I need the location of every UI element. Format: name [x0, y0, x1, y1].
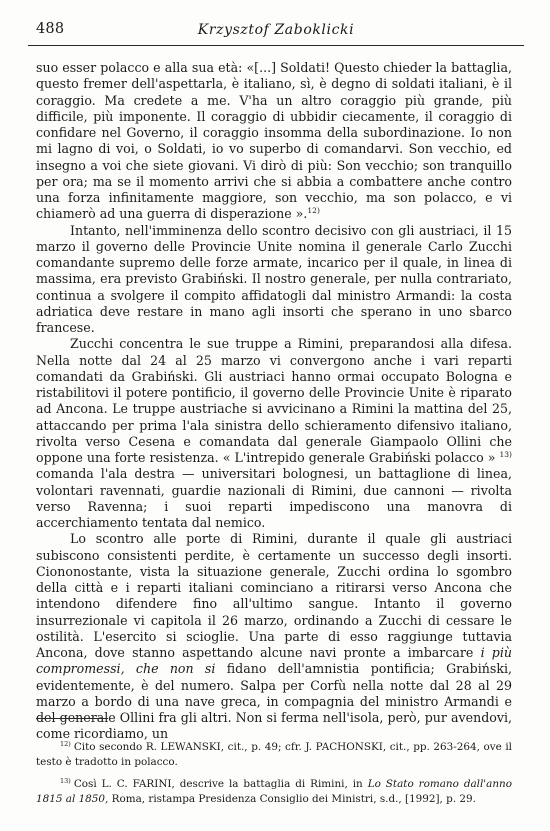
- paragraph-2: Intanto, nell'imminenza dello scontro decisivo con gli austriaci, il 15 marzo il governo delle Provincie Unite nomina il generale Carlo Zucchi comandante supremo delle forze armate, incarico per il quale, in linea di massima, era previsto Grabiński. Il nostro generale, per nulla contrariato, continua a svolgere il compito affidatogli dal ministro Armandi: la costa adriatica deve restare in mano agli insorti che sperano in uno sbarco francese.: [36, 222, 512, 335]
- footnote-12-text: Cito secondo R. LEWANSKI, cit., p. 49; cfr. J. PACHONSKI, cit., pp. 263-264, ove il testo è tradotto in polacco.: [36, 741, 512, 768]
- footnote-13-number: 13): [60, 776, 71, 785]
- footnote-12: [36, 740, 512, 770]
- footnote-ref-13[interactable]: 13): [499, 449, 512, 459]
- footnote-13-text-b: Roma, ristampa Presidenza Consiglio dei Ministri, s.d., [1992], p. 29.: [111, 793, 476, 805]
- page-header: [28, 21, 524, 43]
- paragraph-4-text-b: fidano dell'amnistia pontificia; Grabiński, evidentemente, è del numero. Salpa per Corfù nella notte dal 28 al 29 marzo a bordo di una nave greca, in compagnia del ministro Armandi e del generale Ollini fra gli altri. Non si ferma nell'isola, però, pur avendovi, come ricordiamo, un: [36, 661, 513, 742]
- footnote-13: [36, 777, 512, 807]
- page-number: 488: [36, 21, 65, 37]
- running-head: Krzysztof Zaboklicki: [197, 22, 355, 38]
- footnote-13-text-a: Così L. C. FARINI, descrive la battaglia di Rimini, in: [73, 778, 363, 790]
- paragraph-3-text-b: comanda l'ala destra — universitari bolognesi, un battaglione di linea, volontari ravennati, guardie nazionali di Rimini, due cannoni — rivolta verso Ravenna; i suoi reparti impediscono una manovra di accerchiamento tentata dal nemico.: [36, 466, 512, 530]
- paragraph-1-text: suo esser polacco e alla sua età: «[...] Soldati! Questo chieder la battaglia, questo fremer dell'aspettarla, è italiano, sì, è degno di soldati italiani, è il coraggio. Ma credete a me. V'ha un altro coraggio più grande, più difficile, più imponente. Il coraggio di ubbidir ciecamente, il coraggio di confidare nel Governo, il coraggio insomma della subordinazione. Io non mi lagno di voi, o Soldati, io vo superbo di comandarvi. Son vecchio, ed insegno a voi che siete giovani. Vi dirò di più: Son vecchio; son tranquillo per ora; ma se il momento arrivi che si abbia a combattere anche contro una forza infinitamente maggiore, son vecchio, ma son polacco, e vi chiamerò ad una guerra di disperazione ».: [36, 60, 512, 222]
- footnote-13-title: Lo Stato romano dall'anno 1815 al 1850,: [36, 778, 512, 805]
- footnote-rule: [36, 718, 108, 719]
- paragraph-1: [36, 60, 512, 223]
- paragraph-4-text-a: Lo scontro alle porte di Rimini, durante il quale gli austriaci subiscono consistenti perdite, è certamente un successo degli insorti. Ciononostante, vista la situazione generale, Zucchi ordina lo sgombro della città e i reparti italiani cominciano a ritirarsi verso Ancona che intendono difendere fino all'ultimo sangue. Intanto il governo insurrezionale vi capitola il 26 marzo, ordinando a Zucchi di cessare le ostilità. L'esercito si scioglie. Una parte di esso raggiunge tuttavia Ancona, dove stanno aspettando alcune navi pronte a imbarcare: [36, 531, 512, 660]
- main-text: [36, 60, 512, 743]
- header-rule: [28, 45, 524, 46]
- paragraph-3-text-a: Zucchi concentra le sue truppe a Rimini, preparandosi alla difesa. Nella notte dal 24 al 25 marzo vi convergono anche i vari reparti comandati da Grabiński. Gli austriaci hanno ormai occupato Bologna e ristabilitovi il potere pontificio, il governo delle Provincie Unite è riparato ad Ancona. Le truppe austriache si avvicinano a Rimini la mattina del 25, attaccando per prima l'ala sinistra dello schieramento difensivo italiano, rivolta verso Cesena e comandata dal generale Giampaolo Ollini che oppone una forte resistenza. « L'intrepido generale Grabiński polacco »: [36, 336, 512, 465]
- paragraph-4-italic: i più compromessi, che non si: [36, 645, 513, 677]
- footnote-ref-12[interactable]: 12): [307, 206, 320, 216]
- footnotes: [36, 740, 512, 814]
- paragraph-4: [36, 531, 512, 742]
- footnote-12-number: 12): [60, 739, 71, 748]
- paragraph-3: [36, 336, 512, 531]
